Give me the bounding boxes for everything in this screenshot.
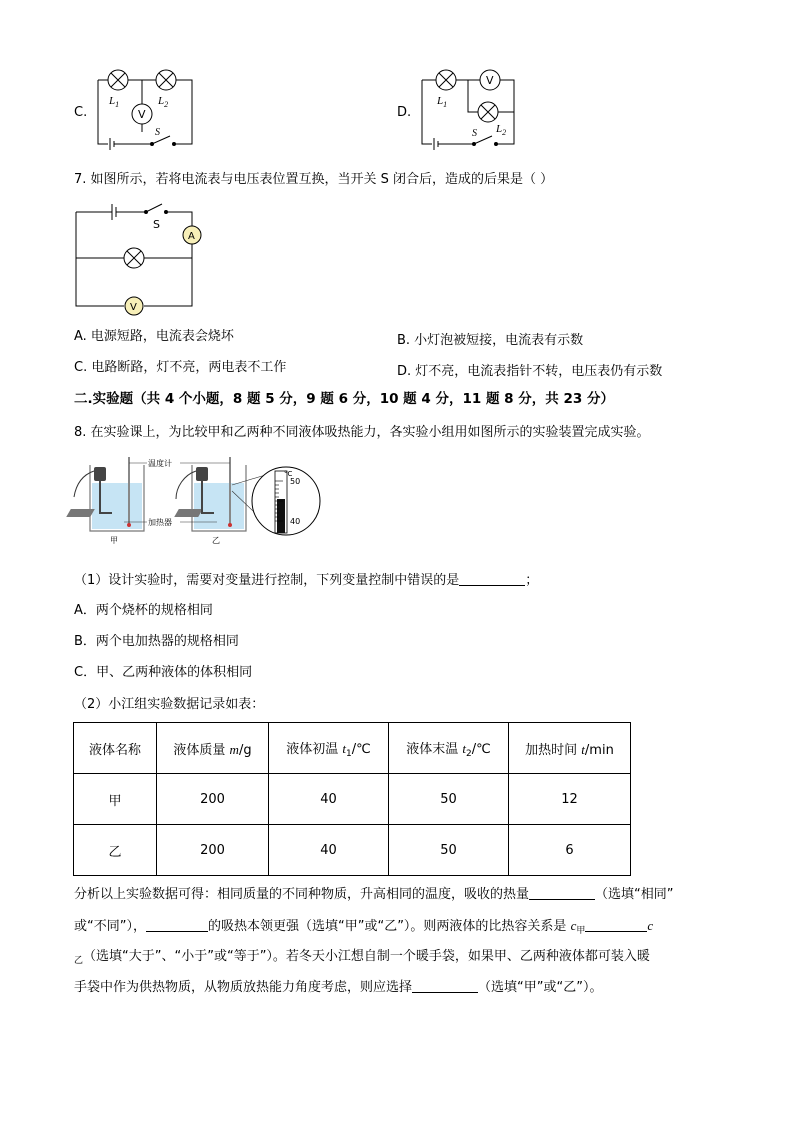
d-l1-text: $L_1$ [437,95,448,109]
beaker-yi-label: 乙 [212,536,220,545]
data-table [73,722,631,876]
q8-part2: （2）小江组实验数据记录如表： [74,697,265,712]
table-cell: 乙 [74,825,157,876]
heater-label: 加热器 [148,518,172,527]
d-l2-text: $L_2$ [496,123,507,137]
beaker-jia-label: 甲 [110,536,118,545]
analysis-line-2: 或“不同”）， 的吸热本领更强（选填“甲”或“乙”）。则两液体的比热容关系是 $c_甲$ c [74,918,654,936]
q7-voltmeter-text: V [130,302,137,313]
q7-option-d: D. 灯不亮，电流表指针不转，电压表仍有示数 [397,364,663,379]
circuit-d-diagram [416,62,526,162]
q8-option-a: A．两个烧杯的规格相同 [74,603,213,618]
section-2-title: 二.实验题（共 4 个小题，8 题 5 分，9 题 6 分，10 题 4 分，11 题 8 分，共 23 分） [74,391,614,407]
q7-circuit-diagram [74,200,204,312]
q7-stem: 7. 如图所示，若将电流表与电压表位置互换，当开关 S 闭合后，造成的后果是（ ） [74,172,554,187]
q7-option-c: C. 电路断路，灯不亮，两电表不工作 [74,360,287,375]
analysis-line-4: 手袋中作为供热物质，从物质放热能力角度考虑，则应选择 （选填“甲”或“乙”）。 [74,980,603,995]
thermometer-tick-40: 40 [290,517,301,526]
answer-blank-2[interactable] [529,887,595,900]
table-cell: 40 [269,774,389,825]
option-c-label: C. [74,105,88,120]
q8-apparatus-figure [72,455,322,550]
table-cell: 甲 [74,774,157,825]
q8-part1: （1）设计实验时，需要对变量进行控制，下列变量控制中错误的是 ； [74,573,539,588]
circuit-c-diagram [92,62,202,162]
table-cell: 12 [509,774,631,825]
thermometer-unit: °C [284,470,293,478]
header-mass: 液体质量 m/g [157,723,269,774]
q8-stem: 8. 在实验课上，为比较甲和乙两种不同液体吸热能力，各实验小组用如图所示的实验装置完成实验。 [74,425,650,440]
header-t2: 液体末温 $t_2/℃$ [389,723,509,774]
analysis-line-1: 分析以上实验数据可得：相同质量的不同种物质，升高相同的温度，吸收的热量 （选填“相同” [74,887,674,902]
table-row [74,774,631,825]
thermometer-tick-50: 50 [290,477,301,486]
table-cell: 50 [389,774,509,825]
c-l1-text: $L_1$ [109,95,120,109]
table-row [74,825,631,876]
answer-blank-5[interactable] [412,980,478,993]
q7-option-b: B. 小灯泡被短接，电流表有示数 [397,333,584,348]
option-d-label: D. [397,105,412,120]
d-voltmeter-text: V [486,74,494,87]
c-switch-text: S [155,127,160,138]
c-l2-text: $L_2$ [158,95,169,109]
answer-blank-4[interactable] [585,919,647,932]
q8-option-b: B．两个电加热器的规格相同 [74,634,239,649]
table-cell: 200 [157,825,269,876]
q8-option-c: C．甲、乙两种液体的体积相同 [74,665,253,680]
c-voltmeter-text: V [138,108,146,121]
header-t1: 液体初温 $t_1/℃$ [269,723,389,774]
header-time: 加热时间 t/min [509,723,631,774]
table-cell: 200 [157,774,269,825]
answer-blank-1[interactable] [459,573,525,586]
q7-option-a: A. 电源短路，电流表会烧坏 [74,329,234,344]
header-name: 液体名称 [74,723,157,774]
q7-switch-text: S [153,218,160,231]
thermometer-label: 温度计 [148,459,172,468]
table-cell: 6 [509,825,631,876]
table-header-row [74,723,631,774]
table-cell: 50 [389,825,509,876]
table-cell: 40 [269,825,389,876]
answer-blank-3[interactable] [146,919,208,932]
q7-ammeter-text: A [188,231,195,242]
d-switch-text: S [472,128,477,139]
analysis-line-3: $_乙$（选填“大于”、“小于”或“等于”）。若冬天小江想自制一个暖手袋，如果甲、乙两种液体都可装入暖 [74,949,650,966]
